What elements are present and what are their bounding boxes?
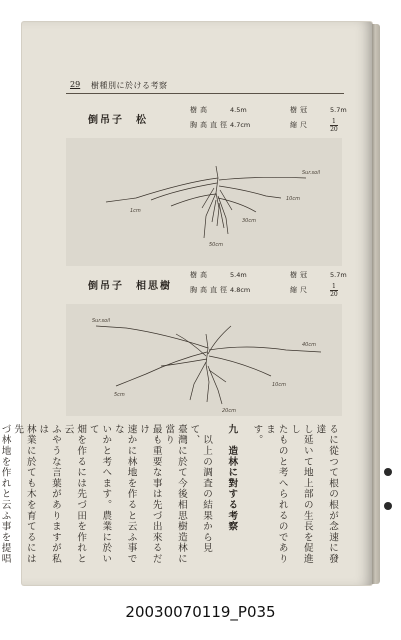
figure2-root-drawing	[66, 304, 342, 416]
annotation: 10cm	[272, 382, 286, 388]
text-column: 林業に於ても木を育てるには先	[12, 424, 36, 565]
value-crown: 5.7m	[330, 106, 347, 114]
value-diameter: 4.7cm	[230, 121, 251, 129]
text-column: たものと考へられるのでありま	[264, 424, 288, 565]
figure1-title: 倒吊子 松	[88, 115, 148, 126]
value-height: 4.5m	[230, 106, 247, 114]
page-edge	[372, 24, 380, 584]
label-crown: 樹冠	[290, 106, 310, 114]
annotation: 10cm	[286, 196, 300, 202]
label-height: 樹高	[190, 271, 210, 279]
annotation: Sur.soil	[92, 318, 110, 324]
text-column	[212, 424, 225, 574]
text-column: 畑を作るには先づ田を作れと云	[62, 424, 87, 565]
value-diameter: 4.8cm	[230, 286, 251, 294]
text-column: 臺灣に於て今後相思樹造林に當り	[163, 424, 187, 565]
measurement-row	[190, 103, 347, 118]
label-diameter: 胸高直徑	[190, 121, 230, 129]
binding-hole	[384, 502, 392, 510]
annotation: 20cm	[222, 408, 236, 414]
label-diameter: 胸高直徑	[190, 286, 230, 294]
page-number: 29	[70, 80, 81, 89]
section-heading: 九 造林に對する考察	[226, 424, 238, 532]
annotation: Sur.soil	[302, 170, 320, 176]
label-crown: 樹冠	[290, 271, 310, 279]
figure2-title: 倒吊子 相思樹	[88, 281, 172, 292]
body-text-block	[0, 424, 338, 574]
figure1-root-drawing	[66, 138, 342, 266]
scale-numerator: 1	[332, 118, 336, 125]
text-column: ふやうな言葉がありますが私は	[37, 424, 61, 565]
label-scale: 縮尺	[290, 286, 310, 294]
figure2-measurements	[190, 268, 347, 298]
text-column: し延いて地上部の生長を促進し	[289, 424, 313, 565]
image-caption: 20030070119_P035	[125, 603, 276, 621]
scale-numerator: 1	[332, 283, 336, 290]
annotation: 30cm	[242, 218, 256, 224]
text-column: す。	[251, 424, 263, 446]
annotation: 40cm	[302, 342, 316, 348]
label-height: 樹高	[190, 106, 210, 114]
value-height: 5.4m	[230, 271, 247, 279]
measurement-row	[190, 118, 347, 133]
figure1-measurements	[190, 103, 347, 133]
scale-denominator: 20	[330, 291, 338, 298]
acacia-root-sketch	[66, 304, 342, 416]
annotation: 5cm	[114, 392, 125, 398]
scale-fraction	[330, 283, 338, 298]
text-column: 速かに林地を作ると云ふ事でな	[112, 424, 137, 565]
measurement-row	[190, 268, 347, 283]
text-column: いかと考へます。農業に於いて	[87, 424, 112, 565]
binding-hole	[384, 468, 392, 476]
running-header: 樹種別に於ける考察	[91, 81, 168, 90]
text-column: 最も重要な事は先づ出來るだけ	[138, 424, 162, 565]
measurement-row	[190, 283, 347, 298]
scale-fraction	[330, 118, 338, 133]
text-column: るに從つて根の根が念速に發達	[314, 424, 338, 565]
label-scale: 縮尺	[290, 121, 310, 129]
text-column: 以上の調査の結果から見て、	[188, 424, 213, 554]
text-column	[237, 424, 250, 574]
pine-root-sketch	[66, 138, 342, 266]
annotation: 1cm	[130, 208, 141, 214]
annotation: 50cm	[209, 242, 223, 248]
scale-denominator: 20	[330, 126, 338, 133]
value-crown: 5.7m	[330, 271, 347, 279]
text-column: づ林地を作れと云ふ事を提唱	[0, 424, 11, 565]
header-rule	[66, 93, 344, 94]
